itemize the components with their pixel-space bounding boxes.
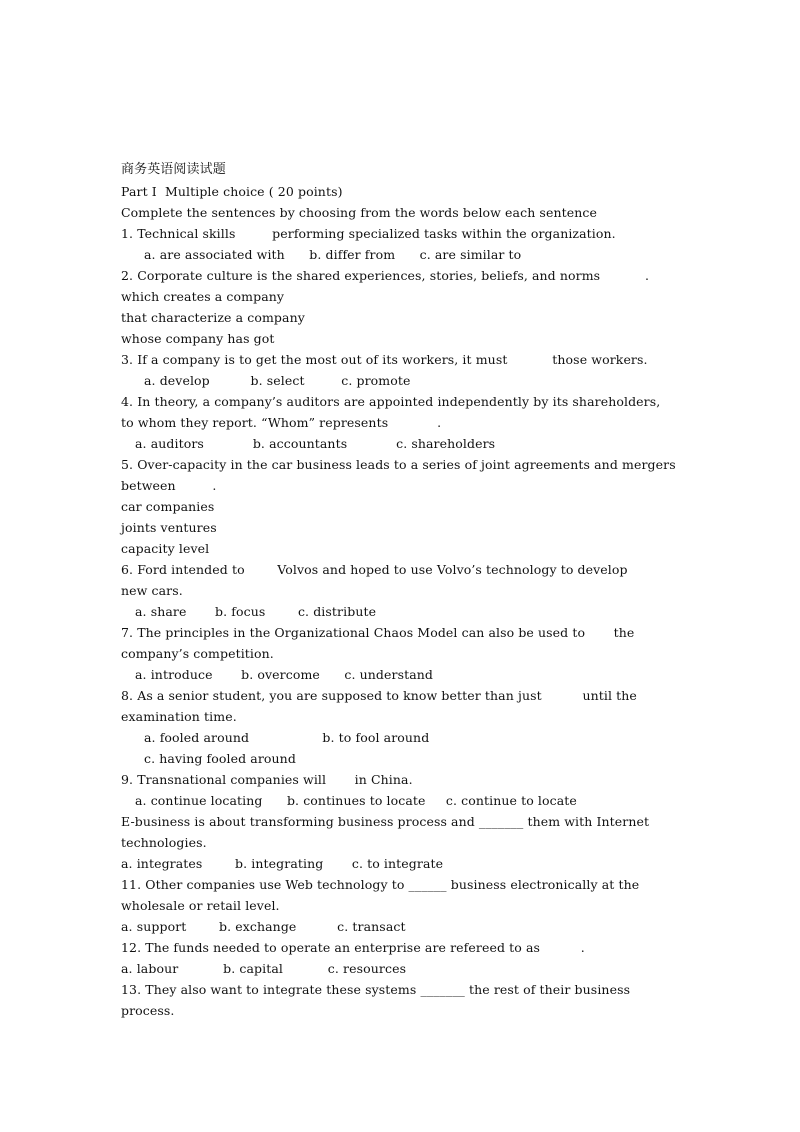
question-2-option-b: that characterize a company (121, 310, 305, 325)
question-13: 13. They also want to integrate these systems _______ the rest of their business (121, 982, 631, 997)
question-2-option-c: whose company has got (121, 331, 275, 346)
question-6-options: a. share b. focus c. distribute (135, 604, 377, 619)
question-5-continued: between . (121, 478, 217, 493)
question-12-options: a. labour b. capital c. resources (121, 961, 407, 976)
question-13-continued: process. (121, 1003, 175, 1018)
question-10: E-business is about transforming business process and _______ them with Internet (121, 814, 650, 829)
question-5-option-c: capacity level (121, 541, 210, 556)
question-1-options: a. are associated with b. differ from c. are similar to (144, 247, 522, 262)
question-6: 6. Ford intended to Volvos and hoped to use Volvo’s technology to develop (121, 562, 628, 577)
question-11: 11. Other companies use Web technology to ______ business electronically at the (121, 877, 640, 892)
question-10-options: a. integrates b. integrating c. to integrate (121, 856, 444, 871)
question-11-continued: wholesale or retail level. (121, 898, 280, 913)
question-5-option-a: car companies (121, 499, 215, 514)
question-6-continued: new cars. (121, 583, 183, 598)
question-8: 8. As a senior student, you are supposed to know better than just until the (121, 688, 637, 703)
question-10-continued: technologies. (121, 835, 207, 850)
question-4-continued: to whom they report. “Whom” represents . (121, 415, 442, 430)
question-1: 1. Technical skills performing specialized tasks within the organization. (121, 226, 616, 241)
question-2-option-a: which creates a company (121, 289, 285, 304)
instruction-text: Complete the sentences by choosing from the words below each sentence (121, 205, 597, 220)
question-8-option-c: c. having fooled around (144, 751, 296, 766)
question-2: 2. Corporate culture is the shared experiences, stories, beliefs, and norms . (121, 268, 650, 283)
question-8-continued: examination time. (121, 709, 237, 724)
question-12: 12. The funds needed to operate an enterprise are refereed to as . (121, 940, 585, 955)
question-7: 7. The principles in the Organizational Chaos Model can also be used to the (121, 625, 635, 640)
part-heading: Part I Multiple choice ( 20 points) (121, 184, 343, 199)
question-11-options: a. support b. exchange c. transact (121, 919, 406, 934)
question-8-options-ab: a. fooled around b. to fool around (144, 730, 430, 745)
question-5: 5. Over-capacity in the car business leads to a series of joint agreements and mergers (121, 457, 676, 472)
question-4: 4. In theory, a company’s auditors are appointed independently by its shareholders, (121, 394, 661, 409)
question-7-options: a. introduce b. overcome c. understand (135, 667, 434, 682)
question-3: 3. If a company is to get the most out of its workers, it must those workers. (121, 352, 648, 367)
question-7-continued: company’s competition. (121, 646, 274, 661)
question-9-options: a. continue locating b. continues to locate c. continue to locate (135, 793, 577, 808)
question-3-options: a. develop b. select c. promote (144, 373, 411, 388)
document-title: 商务英语阅读试题 (121, 162, 226, 177)
question-5-option-b: joints ventures (121, 520, 217, 535)
question-9: 9. Transnational companies will in China. (121, 772, 413, 787)
question-4-options: a. auditors b. accountants c. shareholders (135, 436, 496, 451)
